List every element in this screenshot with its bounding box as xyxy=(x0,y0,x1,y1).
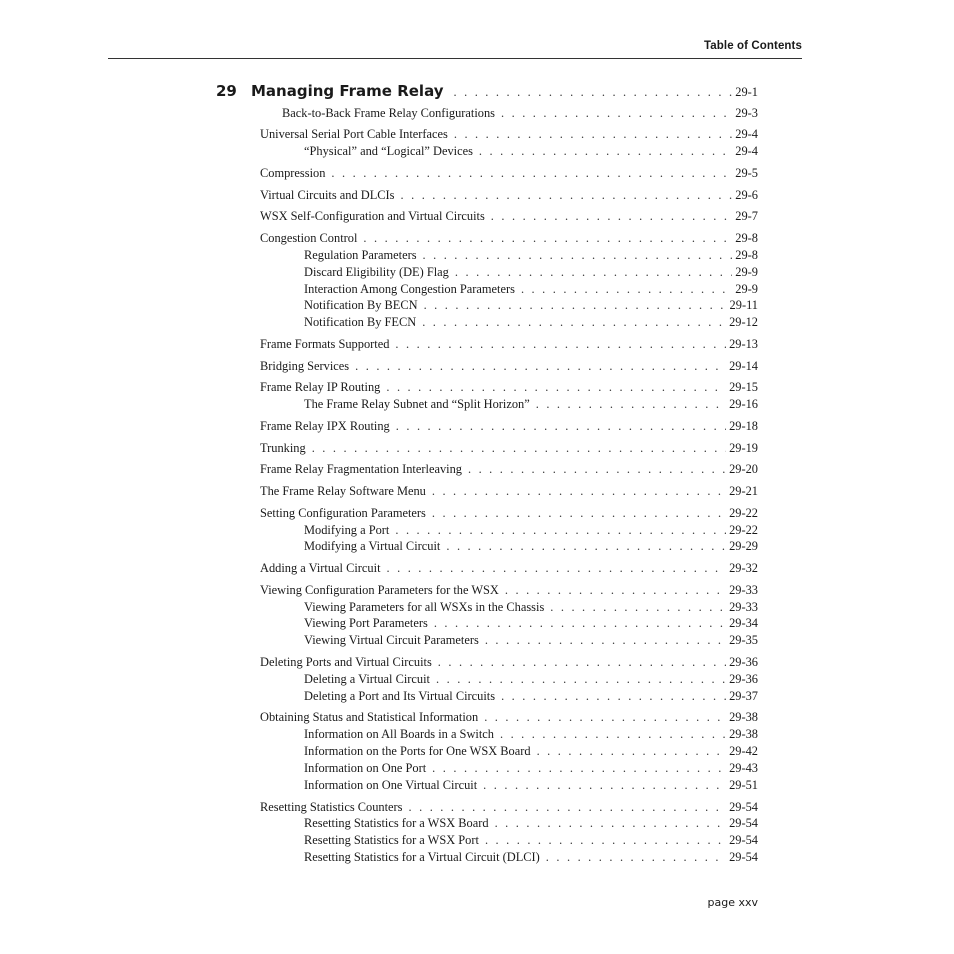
toc-entry[interactable] xyxy=(260,187,758,203)
toc-entry-title: Interaction Among Congestion Parameters xyxy=(304,282,515,296)
toc-entry[interactable] xyxy=(304,281,758,297)
dot-leader xyxy=(468,461,726,477)
toc-entry[interactable] xyxy=(260,358,758,374)
toc-entry-title: “Physical” and “Logical” Devices xyxy=(304,144,473,158)
toc-entry[interactable] xyxy=(304,849,758,865)
toc-entry-title: Discard Eligibility (DE) Flag xyxy=(304,265,449,279)
toc-entry-page: 29-9 xyxy=(735,265,758,279)
chapter-page-number: 29-1 xyxy=(735,85,758,99)
toc-entry-page: 29-37 xyxy=(729,689,758,703)
toc-entry-title: Deleting Ports and Virtual Circuits xyxy=(260,655,432,669)
toc-entry[interactable] xyxy=(260,208,758,224)
toc-entry[interactable] xyxy=(304,671,758,687)
toc-entry-title: Regulation Parameters xyxy=(304,248,417,262)
toc-entry-page: 29-18 xyxy=(729,419,758,433)
dot-leader xyxy=(423,247,733,263)
dot-leader xyxy=(434,615,726,631)
toc-entry-title: Back-to-Back Frame Relay Configurations xyxy=(282,106,495,120)
dot-leader xyxy=(312,440,726,456)
dot-leader xyxy=(550,599,726,615)
toc-entry-title: WSX Self-Configuration and Virtual Circuits xyxy=(260,209,485,223)
toc-entry[interactable] xyxy=(304,396,758,412)
toc-entry-title: Frame Relay Fragmentation Interleaving xyxy=(260,462,462,476)
toc-entry-page: 29-32 xyxy=(729,561,758,575)
chapter-heading[interactable] xyxy=(216,82,758,100)
dot-leader xyxy=(501,105,732,121)
toc-entry-page: 29-20 xyxy=(729,462,758,476)
toc-entry-title: Universal Serial Port Cable Interfaces xyxy=(260,127,448,141)
toc-entry-title: Notification By FECN xyxy=(304,315,417,329)
dot-leader xyxy=(455,264,732,280)
toc-entry-title: Viewing Parameters for all WSXs in the Chassis xyxy=(304,600,545,614)
toc-entry-page: 29-12 xyxy=(729,315,758,329)
dot-leader xyxy=(546,849,726,865)
toc-entry-page: 29-22 xyxy=(729,523,758,537)
toc-entry-title: The Frame Relay Subnet and “Split Horizon” xyxy=(304,397,530,411)
toc-entry-page: 29-3 xyxy=(735,106,758,120)
toc-entry[interactable] xyxy=(304,522,758,538)
toc-entry[interactable] xyxy=(260,418,758,434)
toc-entry[interactable] xyxy=(304,760,758,776)
toc-entry-title: Virtual Circuits and DLCIs xyxy=(260,188,395,202)
dot-leader xyxy=(422,314,726,330)
dot-leader xyxy=(331,165,732,181)
toc-entry[interactable] xyxy=(304,297,758,313)
toc-entry[interactable] xyxy=(260,799,758,815)
toc-entry-title: Information on All Boards in a Switch xyxy=(304,727,494,741)
toc-entry[interactable] xyxy=(260,165,758,181)
toc-entry-page: 29-54 xyxy=(729,800,758,814)
toc-entry-page: 29-19 xyxy=(729,441,758,455)
dot-leader xyxy=(505,582,726,598)
toc-entry-title: Modifying a Port xyxy=(304,523,390,537)
dot-leader xyxy=(432,483,726,499)
toc-entry-page: 29-29 xyxy=(729,539,758,553)
toc-entry-page: 29-51 xyxy=(729,778,758,792)
dot-leader xyxy=(395,336,726,352)
toc-entry[interactable] xyxy=(260,379,758,395)
dot-leader xyxy=(387,560,727,576)
toc-entry-page: 29-43 xyxy=(729,761,758,775)
toc-entry[interactable] xyxy=(260,483,758,499)
toc-entry-page: 29-5 xyxy=(735,166,758,180)
toc-entry-title: Modifying a Virtual Circuit xyxy=(304,539,441,553)
header-rule xyxy=(108,58,802,59)
toc-entry-title: Information on One Port xyxy=(304,761,427,775)
toc-entry[interactable] xyxy=(304,777,758,793)
toc-entry-title: Congestion Control xyxy=(260,231,358,245)
toc-entry[interactable] xyxy=(304,264,758,280)
toc-entry[interactable] xyxy=(304,538,758,554)
toc-entry-title: Resetting Statistics for a WSX Port xyxy=(304,833,479,847)
toc-entry-title: Resetting Statistics for a Virtual Circuit (DLCI) xyxy=(304,850,540,864)
dot-leader xyxy=(395,522,726,538)
toc-entry-title: Obtaining Status and Statistical Information xyxy=(260,710,479,724)
dot-leader xyxy=(409,799,727,815)
toc-entry[interactable] xyxy=(260,461,758,477)
toc-entry-title: Bridging Services xyxy=(260,359,350,373)
dot-leader xyxy=(537,743,727,759)
toc-entry[interactable] xyxy=(260,126,758,142)
toc-entry-page: 29-7 xyxy=(735,209,758,223)
dot-leader xyxy=(483,777,726,793)
toc-entry-title: Viewing Configuration Parameters for the WSX xyxy=(260,583,499,597)
dot-leader xyxy=(386,379,726,395)
toc-entry-page: 29-16 xyxy=(729,397,758,411)
dot-leader xyxy=(401,187,733,203)
toc-entry-page: 29-4 xyxy=(735,127,758,141)
toc-entry[interactable] xyxy=(260,560,758,576)
toc-entry-page: 29-36 xyxy=(729,655,758,669)
toc-entry-title: Information on the Ports for One WSX Board xyxy=(304,744,531,758)
dot-leader xyxy=(521,281,732,297)
toc-entry-title: Setting Configuration Parameters xyxy=(260,506,426,520)
dot-leader xyxy=(396,418,726,434)
toc-entry[interactable] xyxy=(260,336,758,352)
chapter-number: 29 xyxy=(216,82,237,100)
toc-entry-title: Resetting Statistics for a WSX Board xyxy=(304,816,489,830)
dot-leader xyxy=(491,208,733,224)
toc-entry-title: Compression xyxy=(260,166,326,180)
dot-leader xyxy=(424,297,727,313)
toc-entry-page: 29-54 xyxy=(729,850,758,864)
toc-entry-page: 29-36 xyxy=(729,672,758,686)
dot-leader xyxy=(501,688,726,704)
dot-leader xyxy=(446,538,726,554)
toc-entry-title: Frame Relay IPX Routing xyxy=(260,419,390,433)
toc-entry-title: Adding a Virtual Circuit xyxy=(260,561,381,575)
toc-entry-page: 29-21 xyxy=(729,484,758,498)
toc-entry-page: 29-11 xyxy=(729,298,758,312)
toc-entry-page: 29-33 xyxy=(729,600,758,614)
toc-entry-page: 29-13 xyxy=(729,337,758,351)
toc-entry[interactable] xyxy=(304,688,758,704)
toc-entry[interactable] xyxy=(260,440,758,456)
toc-entry[interactable] xyxy=(304,247,758,263)
dot-leader xyxy=(500,726,726,742)
toc-entry-page: 29-9 xyxy=(735,282,758,296)
dot-leader xyxy=(355,358,726,374)
chapter-title: Managing Frame Relay xyxy=(251,82,444,100)
toc-entry-title: Frame Relay IP Routing xyxy=(260,380,381,394)
dot-leader xyxy=(432,760,726,776)
toc-entry[interactable] xyxy=(260,654,758,670)
toc-entry[interactable] xyxy=(304,832,758,848)
dot-leader xyxy=(495,815,727,831)
toc-entry-page: 29-22 xyxy=(729,506,758,520)
toc-entry-page: 29-14 xyxy=(729,359,758,373)
toc-entry[interactable] xyxy=(304,314,758,330)
toc-entry[interactable] xyxy=(304,815,758,831)
toc-entry-page: 29-54 xyxy=(729,833,758,847)
toc-entry-title: Trunking xyxy=(260,441,306,455)
dot-leader xyxy=(436,671,726,687)
dot-leader xyxy=(485,632,726,648)
toc-entry[interactable] xyxy=(304,599,758,615)
toc-entry[interactable] xyxy=(282,105,758,121)
toc-entry-page: 29-15 xyxy=(729,380,758,394)
dot-leader xyxy=(432,505,726,521)
toc-entry-page: 29-8 xyxy=(735,248,758,262)
dot-leader xyxy=(454,126,732,142)
toc-entry-page: 29-34 xyxy=(729,616,758,630)
toc-entry-page: 29-35 xyxy=(729,633,758,647)
toc-entry-title: Information on One Virtual Circuit xyxy=(304,778,478,792)
dot-leader xyxy=(479,143,732,159)
toc-entry[interactable] xyxy=(304,143,758,159)
toc-entry[interactable] xyxy=(260,582,758,598)
dot-leader xyxy=(454,85,733,100)
toc-entry-title: The Frame Relay Software Menu xyxy=(260,484,426,498)
toc-entry-page: 29-42 xyxy=(729,744,758,758)
toc-entry-page: 29-33 xyxy=(729,583,758,597)
toc-entry[interactable] xyxy=(304,743,758,759)
dot-leader xyxy=(438,654,726,670)
dot-leader xyxy=(485,832,726,848)
toc-entry-page: 29-38 xyxy=(729,710,758,724)
toc-entry[interactable] xyxy=(304,632,758,648)
page-folio: page xxv xyxy=(707,896,758,909)
toc-entry[interactable] xyxy=(260,505,758,521)
toc-entry-page: 29-4 xyxy=(735,144,758,158)
toc-entry[interactable] xyxy=(304,615,758,631)
toc-entry-title: Viewing Port Parameters xyxy=(304,616,428,630)
dot-leader xyxy=(363,230,732,246)
toc-entry-page: 29-8 xyxy=(735,231,758,245)
toc-entry[interactable] xyxy=(260,230,758,246)
toc-entry-title: Notification By BECN xyxy=(304,298,418,312)
running-head: Table of Contents xyxy=(704,40,802,52)
dot-leader xyxy=(536,396,726,412)
toc-entry-page: 29-6 xyxy=(735,188,758,202)
toc-entry-title: Deleting a Virtual Circuit xyxy=(304,672,430,686)
dot-leader xyxy=(484,709,726,725)
toc-entry-title: Frame Formats Supported xyxy=(260,337,390,351)
toc-entry-page: 29-54 xyxy=(729,816,758,830)
toc-entry[interactable] xyxy=(304,726,758,742)
toc-entry[interactable] xyxy=(260,709,758,725)
toc-entry-title: Viewing Virtual Circuit Parameters xyxy=(304,633,479,647)
toc-entry-title: Resetting Statistics Counters xyxy=(260,800,403,814)
toc-entry-page: 29-38 xyxy=(729,727,758,741)
toc-entry-title: Deleting a Port and Its Virtual Circuits xyxy=(304,689,496,703)
